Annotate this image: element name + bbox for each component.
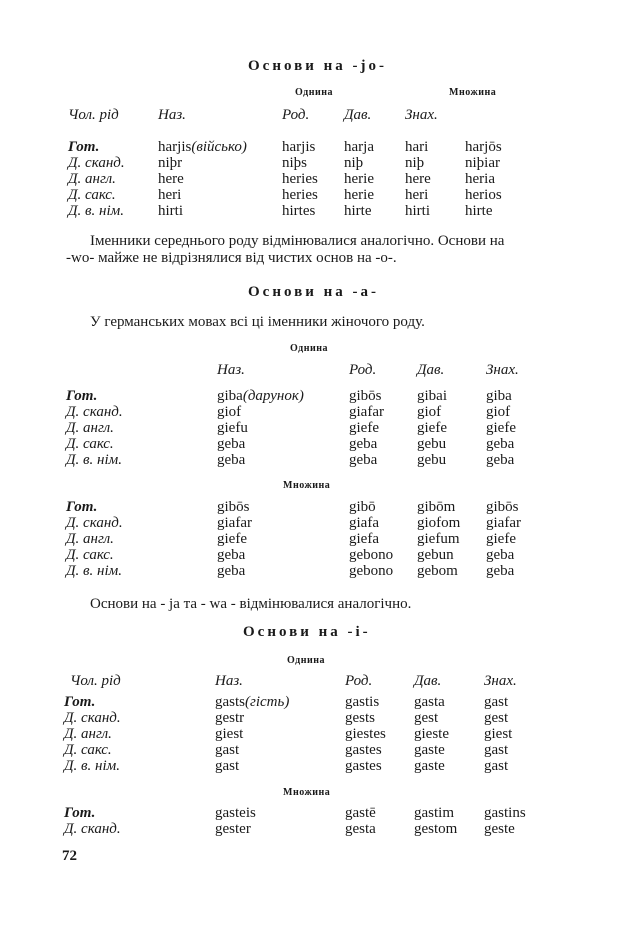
cell-accusative: geba — [486, 563, 515, 579]
cell-genitive: hirtes — [282, 203, 316, 219]
cell-genitive: giefa — [349, 531, 379, 547]
cell-nominative: giefe — [217, 531, 247, 547]
cell-nominative: gasteis — [215, 805, 256, 821]
cell-genitive: gastes — [345, 742, 382, 758]
row-label: Гот. — [64, 694, 96, 710]
cell-genitive: heries — [282, 187, 318, 203]
cell-accusative: giest — [484, 726, 513, 742]
header-accusative: Знах. — [484, 673, 517, 689]
gloss: (дарунок) — [242, 388, 304, 404]
cell-dative: gibōm — [417, 499, 456, 515]
header-gender: Чол. рід — [68, 107, 119, 123]
cell-nominative: gibōs — [217, 499, 250, 515]
section-a-title: Основи на -а- — [248, 284, 379, 300]
row-label: Д. англ. — [66, 531, 114, 547]
cell-dative: giofom — [417, 515, 461, 531]
cell-accusative: giof — [486, 404, 511, 420]
section-a-singular-label: Однина — [290, 343, 328, 354]
row-label: Гот. — [64, 805, 96, 821]
header-nominative: Наз. — [215, 673, 243, 689]
cell-genitive: harjis — [282, 139, 316, 155]
cell-accusative: giafar — [486, 515, 521, 531]
cell-genitive: gastes — [345, 758, 382, 774]
paragraph-line-1: Іменники середнього роду відмінювалися аналогічно. Основи на — [90, 233, 505, 249]
row-label: Д. сканд. — [64, 710, 121, 726]
cell-dative: gieste — [414, 726, 449, 742]
paragraph-line-2: -wo- майже не відрізнялися від чистих основ на -о-. — [66, 250, 397, 266]
cell-genitive: gebono — [349, 563, 394, 579]
cell-plural: hirte — [465, 203, 493, 219]
row-label: Д. сакс. — [64, 742, 112, 758]
cell-genitive: niþs — [282, 155, 308, 171]
cell-dative: gaste — [414, 758, 445, 774]
cell-dative: gebom — [417, 563, 458, 579]
row-label: Д. в. нім. — [68, 203, 124, 219]
section-a-intro: У германських мовах всі ці іменники жіночого роду. — [90, 314, 425, 330]
header-gender: Чол. рід — [70, 673, 121, 689]
cell-nominative: gasts(гість) — [215, 694, 290, 710]
cell-accusative: gibōs — [486, 499, 519, 515]
cell-accusative: niþ — [405, 155, 425, 171]
cell-nominative: niþr — [158, 155, 183, 171]
section-a-note: Основи на - ja та - wa - відмінювалися аналогічно. — [90, 596, 412, 612]
row-label: Д. сканд. — [68, 155, 125, 171]
cell-accusative: hari — [405, 139, 429, 155]
cell-genitive: geba — [349, 436, 378, 452]
row-label: Д. сакс. — [66, 436, 114, 452]
row-label: Д. сканд. — [66, 515, 123, 531]
cell-nominative: geba — [217, 563, 246, 579]
row-label: Гот. — [68, 139, 100, 155]
header-genitive: Род. — [282, 107, 310, 123]
row-label: Д. сакс. — [68, 187, 116, 203]
cell-dative: giof — [417, 404, 442, 420]
cell-nominative: harjis(військо) — [158, 139, 247, 155]
cell-dative: harja — [344, 139, 374, 155]
cell-genitive: giafa — [349, 515, 379, 531]
cell-accusative: hirti — [405, 203, 430, 219]
section-i-plural-label: Множина — [283, 787, 331, 798]
gloss: (гість) — [245, 694, 290, 710]
cell-accusative: geba — [486, 436, 515, 452]
cell-dative: gastim — [414, 805, 454, 821]
row-label: Д. сакс. — [66, 547, 114, 563]
cell-genitive: giestes — [345, 726, 386, 742]
header-accusative: Знах. — [405, 107, 438, 123]
cell-dative: herie — [344, 187, 374, 203]
cell-genitive: gibōs — [349, 388, 382, 404]
cell-genitive: giefe — [349, 420, 379, 436]
cell-accusative: geba — [486, 547, 515, 563]
cell-dative: gebu — [417, 436, 447, 452]
cell-genitive: gastē — [345, 805, 376, 821]
header-dative: Дав. — [414, 673, 442, 689]
cell-accusative: heri — [405, 187, 429, 203]
cell-nominative: giest — [215, 726, 244, 742]
header-nominative: Наз. — [158, 107, 186, 123]
cell-accusative: gast — [484, 694, 509, 710]
cell-plural: heria — [465, 171, 495, 187]
section-jo-singular-label: Однина — [295, 87, 333, 98]
row-label: Гот. — [66, 499, 98, 515]
cell-dative: gestom — [414, 821, 458, 837]
row-label: Д. сканд. — [64, 821, 121, 837]
cell-accusative: gest — [484, 710, 509, 726]
cell-accusative: gastins — [484, 805, 526, 821]
cell-genitive: gesta — [345, 821, 376, 837]
cell-nominative: here — [158, 171, 184, 187]
cell-dative: gebu — [417, 452, 447, 468]
section-jo-plural-label: Множина — [449, 87, 497, 98]
cell-dative: gaste — [414, 742, 445, 758]
cell-plural: harjōs — [465, 139, 502, 155]
cell-nominative: gester — [215, 821, 251, 837]
header-dative: Дав. — [344, 107, 372, 123]
cell-nominative: geba — [217, 436, 246, 452]
cell-accusative: gast — [484, 758, 509, 774]
cell-nominative: giba(дарунок) — [217, 388, 304, 404]
cell-dative: gest — [414, 710, 439, 726]
section-i-singular-label: Однина — [287, 655, 325, 666]
cell-nominative: gestr — [215, 710, 245, 726]
row-label: Д. в. нім. — [66, 452, 122, 468]
row-label: Д. в. нім. — [64, 758, 120, 774]
cell-nominative: heri — [158, 187, 182, 203]
cell-nominative: gast — [215, 758, 240, 774]
cell-accusative: gast — [484, 742, 509, 758]
cell-genitive: gastis — [345, 694, 380, 710]
cell-genitive: gebono — [349, 547, 394, 563]
header-nominative: Наз. — [217, 362, 245, 378]
section-jo-title: Основи на -jo- — [248, 58, 387, 74]
header-genitive: Род. — [349, 362, 377, 378]
cell-accusative: giefe — [486, 420, 516, 436]
page-number: 72 — [62, 848, 77, 864]
gloss: (військо) — [191, 139, 247, 155]
cell-dative: giefum — [417, 531, 460, 547]
cell-dative: niþ — [344, 155, 364, 171]
row-label: Д. англ. — [66, 420, 114, 436]
cell-nominative: geba — [217, 452, 246, 468]
row-label: Д. в. нім. — [66, 563, 122, 579]
cell-dative: giefe — [417, 420, 447, 436]
row-label: Д. англ. — [68, 171, 116, 187]
cell-nominative: gast — [215, 742, 240, 758]
section-a-plural-label: Множина — [283, 480, 331, 491]
cell-genitive: gests — [345, 710, 375, 726]
cell-genitive: giafar — [349, 404, 384, 420]
cell-nominative: giefu — [217, 420, 248, 436]
row-label: Д. англ. — [64, 726, 112, 742]
cell-accusative: giba — [486, 388, 512, 404]
cell-dative: gebun — [417, 547, 454, 563]
cell-dative: gasta — [414, 694, 445, 710]
cell-genitive: geba — [349, 452, 378, 468]
row-label: Гот. — [66, 388, 98, 404]
cell-plural: niþiar — [465, 155, 500, 171]
cell-plural: herios — [465, 187, 502, 203]
cell-accusative: giefe — [486, 531, 516, 547]
cell-accusative: here — [405, 171, 431, 187]
cell-genitive: gibō — [349, 499, 376, 515]
cell-nominative: geba — [217, 547, 246, 563]
cell-nominative: giof — [217, 404, 242, 420]
cell-genitive: heries — [282, 171, 318, 187]
cell-accusative: geste — [484, 821, 515, 837]
cell-nominative: hirti — [158, 203, 183, 219]
row-label: Д. сканд. — [66, 404, 123, 420]
section-i-title: Основи на -і- — [243, 624, 371, 640]
cell-dative: herie — [344, 171, 374, 187]
cell-dative: hirte — [344, 203, 372, 219]
cell-accusative: geba — [486, 452, 515, 468]
cell-dative: gibai — [417, 388, 447, 404]
header-dative: Дав. — [417, 362, 445, 378]
header-genitive: Род. — [345, 673, 373, 689]
header-accusative: Знах. — [486, 362, 519, 378]
cell-nominative: giafar — [217, 515, 252, 531]
